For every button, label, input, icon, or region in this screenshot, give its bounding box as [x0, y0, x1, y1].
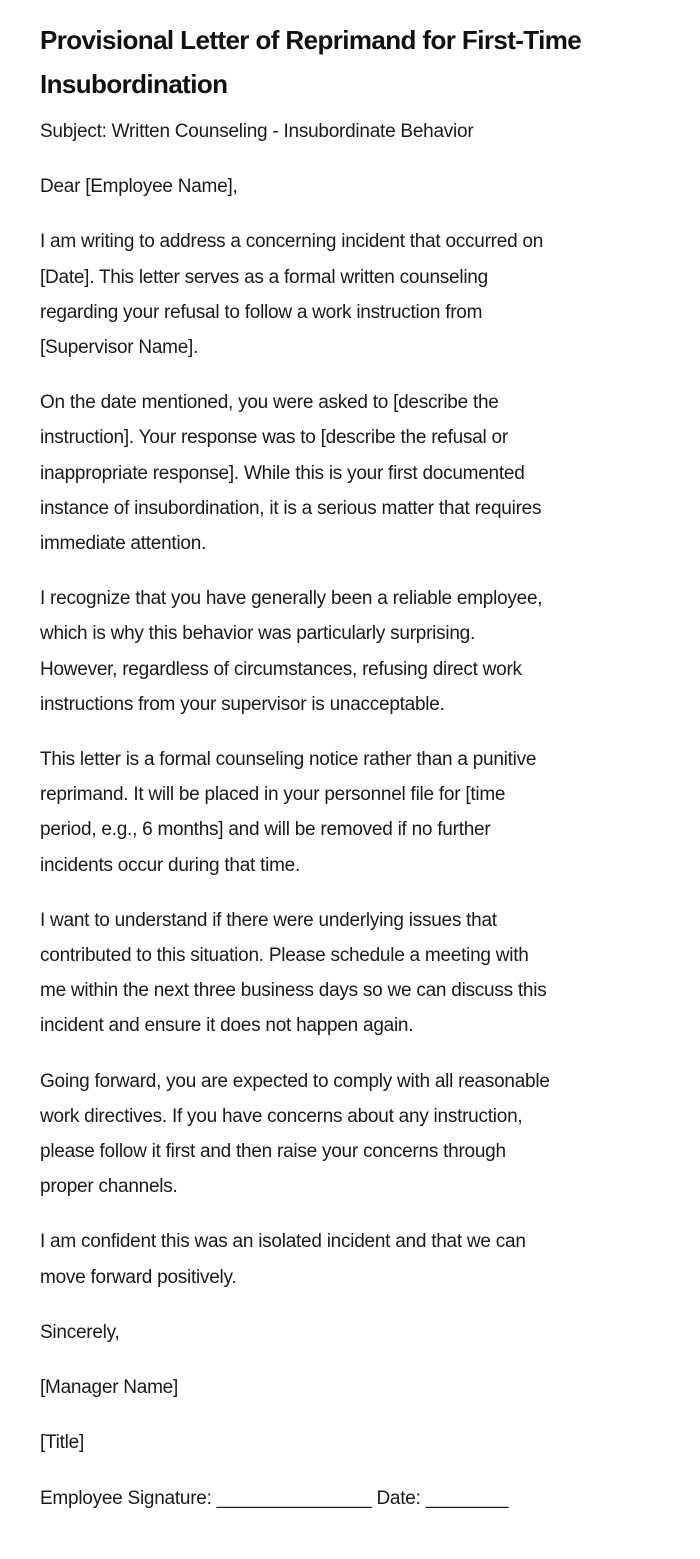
text-line: I am writing to address a concerning incident that occurred on — [40, 231, 544, 253]
title-line: Insubordination — [40, 69, 228, 99]
text-line: proper channels. — [40, 1176, 178, 1198]
text-line: incident and ensure it does not happen again. — [40, 1015, 414, 1037]
text-line: instructions from your supervisor is unacceptable. — [40, 693, 445, 715]
text-line: instance of insubordination, it is a serious matter that requires — [40, 497, 542, 519]
text-line: I recognize that you have generally been a reliable employee, — [40, 588, 543, 610]
text-line: Going forward, you are expected to comply with all reasonable — [40, 1070, 550, 1092]
text-line: instruction]. Your response was to [describe the refusal or — [40, 427, 508, 449]
text-line: reprimand. It will be placed in your personnel file for [time — [40, 784, 506, 806]
paragraph-meeting — [40, 903, 660, 1044]
text-line: This letter is a formal counseling notice rather than a punitive — [40, 749, 537, 771]
paragraph-recognition — [40, 581, 660, 722]
title-line: Provisional Letter of Reprimand for First-Time — [40, 25, 582, 55]
text-line: However, regardless of circumstances, refusing direct work — [40, 658, 522, 680]
subject-line: Subject: Written Counseling - Insubordinate Behavior — [40, 121, 474, 142]
text-line: On the date mentioned, you were asked to [describe the — [40, 392, 499, 414]
text-line: work directives. If you have concerns about any instruction, — [40, 1105, 523, 1127]
paragraph-details — [40, 385, 660, 561]
text-line: [Date]. This letter serves as a formal written counseling — [40, 266, 488, 288]
text-line: [Supervisor Name]. — [40, 337, 199, 359]
text-line: move forward positively. — [40, 1266, 237, 1288]
text-line: regarding your refusal to follow a work instruction from — [40, 301, 483, 323]
manager-title: [Title] — [40, 1432, 84, 1454]
paragraph-notice — [40, 742, 660, 883]
manager-name: [Manager Name] — [40, 1377, 179, 1399]
text-line: inappropriate response]. While this is your first documented — [40, 462, 525, 484]
paragraph-incident — [40, 224, 660, 365]
letter-document — [40, 18, 660, 1516]
text-line: I want to understand if there were underlying issues that — [40, 909, 497, 931]
text-line: I am confident this was an isolated incident and that we can — [40, 1231, 526, 1253]
text-line: period, e.g., 6 months] and will be removed if no further — [40, 819, 491, 841]
employee-signature-line: Employee Signature: _______________ Date: ________ — [40, 1487, 509, 1509]
text-line: immediate attention. — [40, 533, 207, 555]
paragraph-confidence — [40, 1224, 660, 1294]
text-line: incidents occur during that time. — [40, 854, 300, 876]
paragraph-expectations — [40, 1064, 660, 1205]
text-line: which is why this behavior was particularly surprising. — [40, 623, 476, 645]
salutation: Dear [Employee Name], — [40, 176, 238, 198]
text-line: contributed to this situation. Please schedule a meeting with — [40, 945, 529, 967]
text-line: me within the next three business days so we can discuss this — [40, 980, 547, 1002]
closing: Sincerely, — [40, 1321, 120, 1343]
letter-title — [40, 18, 660, 106]
text-line: please follow it first and then raise your concerns through — [40, 1141, 506, 1163]
